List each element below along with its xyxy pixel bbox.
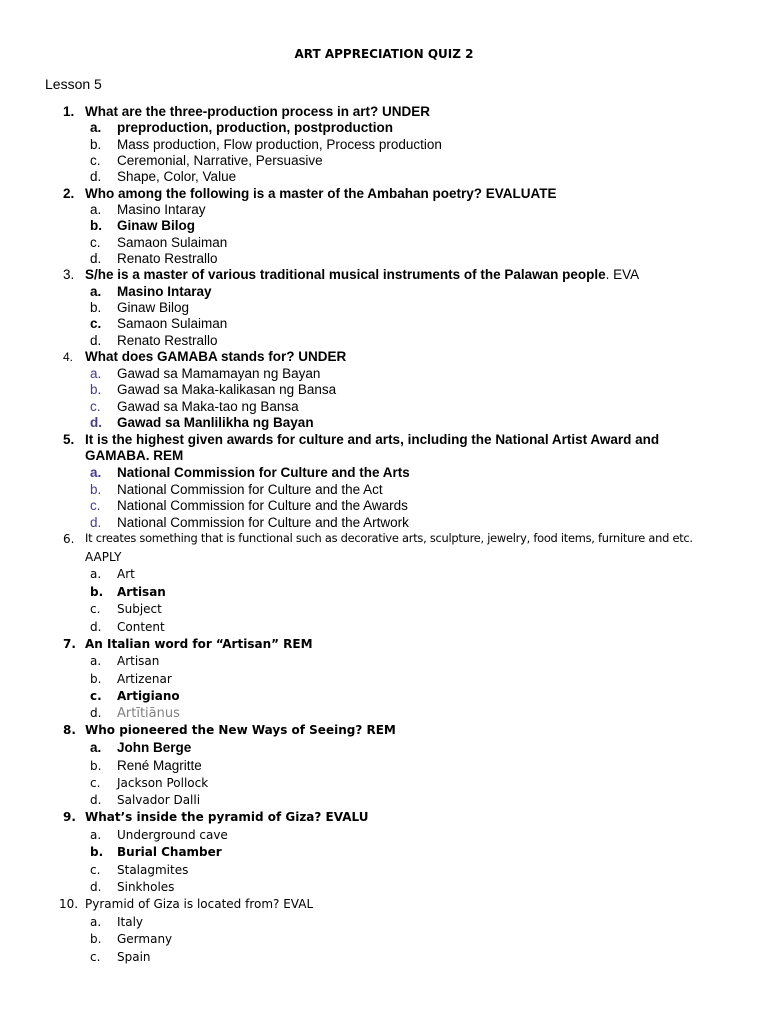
option-7d: d. Artītiānus: [90, 706, 180, 721]
question-text: It creates something that is functional such as decorative arts, sculpture, jewelry, food items, furniture and etc.: [85, 531, 693, 545]
option-1c: c. Ceremonial, Narrative, Persuasive: [90, 153, 323, 168]
question-6: [63, 531, 693, 546]
option-8b: b. René Magritte: [90, 758, 202, 773]
option-3a: a. Masino Intaray: [90, 284, 212, 299]
question-number: 10.: [59, 897, 79, 911]
option-2c: c. Samaon Sulaiman: [90, 235, 228, 250]
question-text: An Italian word for “Artisan” REM: [85, 637, 313, 651]
option-5b: b. National Commission for Culture and the Act: [90, 482, 383, 497]
question-5-continued: GAMABA. REM: [85, 448, 184, 463]
question-5: [63, 432, 660, 447]
option-2b: b. Ginaw Bilog: [90, 218, 196, 233]
question-4: [63, 349, 347, 364]
option-8d: d. Salvador Dalli: [90, 793, 201, 807]
option-4c: c. Gawad sa Maka-tao ng Bansa: [90, 399, 299, 414]
option-1b: b. Mass production, Flow production, Process production: [90, 137, 442, 152]
question-1: [63, 104, 431, 119]
option-9a: a. Underground cave: [90, 828, 228, 842]
question-text: Who among the following is a master of the Ambahan poetry? EVALUATE: [85, 186, 557, 201]
question-number: 5.: [63, 432, 75, 447]
question-8: [63, 723, 396, 737]
option-3b: b. Ginaw Bilog: [90, 300, 190, 315]
option-3c: c. Samaon Sulaiman: [90, 316, 228, 331]
question-tag: . EVA: [605, 267, 640, 282]
question-number: 3.: [63, 267, 75, 282]
question-2: [63, 186, 557, 201]
question-number: 7.: [63, 637, 76, 651]
question-text: What’s inside the pyramid of Giza? EVALU: [85, 810, 369, 824]
option-1d: d. Shape, Color, Value: [90, 169, 237, 184]
option-5a: a. National Commission for Culture and the Arts: [90, 465, 410, 480]
option-6a: a. Art: [90, 567, 135, 581]
option-5d: d. National Commission for Culture and the Artwork: [90, 515, 409, 530]
option-8c: c. Jackson Pollock: [90, 776, 209, 790]
option-2a: a. Masino Intaray: [90, 202, 206, 217]
quiz-title: ART APPRECIATION QUIZ 2: [294, 47, 474, 61]
option-9b: b. Burial Chamber: [90, 845, 222, 859]
option-6c: c. Subject: [90, 602, 162, 616]
option-6d: d. Content: [90, 620, 165, 634]
question-text: S/he is a master of various traditional musical instruments of the Palawan people: [85, 267, 606, 282]
option-10b: b. Germany: [90, 932, 173, 946]
question-6-continued: AAPLY: [85, 550, 122, 564]
option-4b: b. Gawad sa Maka-kalikasan ng Bansa: [90, 382, 337, 397]
option-9d: d. Sinkholes: [90, 880, 175, 894]
question-text: It is the highest given awards for culture and arts, including the National Artist Award and: [85, 432, 660, 447]
option-10c: c. Spain: [90, 950, 151, 964]
option-5c: c. National Commission for Culture and the Awards: [90, 498, 408, 513]
question-text: What does GAMABA stands for? UNDER: [85, 349, 347, 364]
option-9c: c. Stalagmites: [90, 863, 189, 877]
question-number: 4.: [63, 350, 74, 364]
question-text: Who pioneered the New Ways of Seeing? REM: [85, 723, 396, 737]
option-1a: a. preproduction, production, postproduction: [90, 120, 393, 135]
question-number: 6.: [63, 532, 75, 546]
option-2d: d. Renato Restrallo: [90, 251, 218, 266]
option-6b: b. Artisan: [90, 585, 166, 599]
question-text: What are the three-production process in art? UNDER: [85, 104, 431, 119]
option-3d: d. Renato Restrallo: [90, 333, 218, 348]
question-3: [63, 267, 640, 282]
lesson-label: Lesson 5: [45, 76, 102, 92]
option-7a: a. Artisan: [90, 654, 160, 668]
option-4d: d. Gawad sa Manlilikha ng Bayan: [90, 415, 314, 430]
option-7c: c. Artigiano: [90, 689, 180, 703]
question-number: 1.: [63, 104, 75, 119]
question-number: 2.: [63, 186, 75, 201]
option-7b: b. Artizenar: [90, 672, 172, 686]
option-10a: a. Italy: [90, 915, 144, 929]
question-9: [63, 810, 369, 824]
question-7: [63, 637, 313, 651]
question-number: 8.: [63, 723, 76, 737]
question-text: Pyramid of Giza is located from? EVAL: [85, 897, 314, 911]
question-number: 9.: [63, 810, 76, 824]
option-4a: a. Gawad sa Mamamayan ng Bayan: [90, 366, 321, 381]
option-8a: a. John Berge: [90, 740, 192, 755]
